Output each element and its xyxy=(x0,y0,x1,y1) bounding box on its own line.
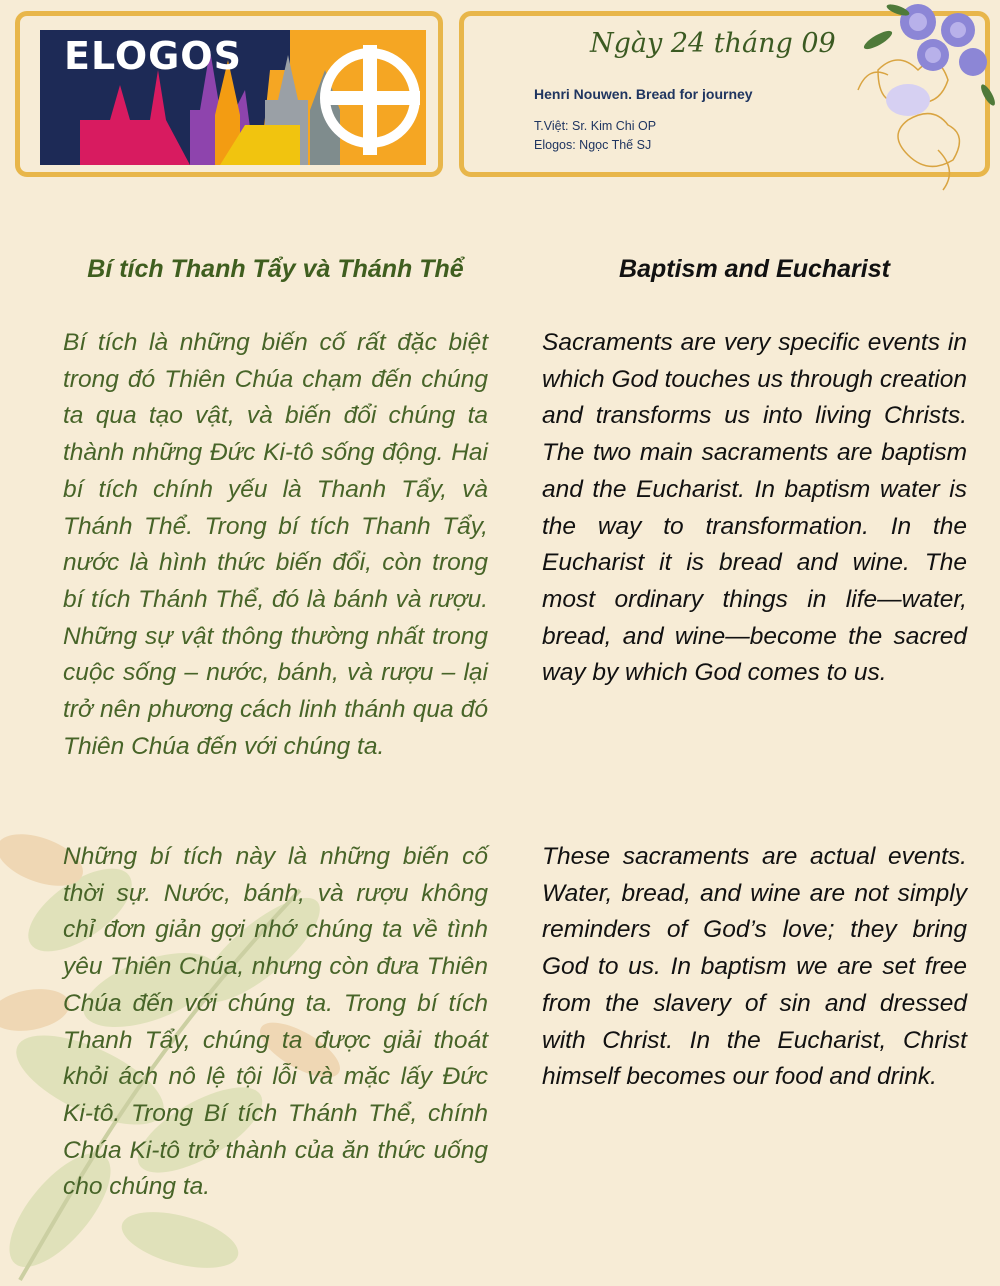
elogos-credit: Elogos: Ngọc Thế SJ xyxy=(534,138,652,152)
logo-text: ELOGOS xyxy=(64,34,242,78)
flower-decoration-icon xyxy=(838,0,1000,200)
vietnamese-paragraph-2: Những bí tích này là những biến cố thời sự. Nước, bánh, và rượu không chỉ đơn giản gợi nhớ chúng ta về tình yêu Thiên Chúa, nhưng còn đưa Thiên Chúa đến với chúng ta. Trong bí tích Thanh Tẩy, chúng ta được giải thoát khỏi ách nô lệ tội lỗi và mặc lấy Đức Ki-tô. Trong Bí tích Thánh Thể, chính Chúa Ki-tô trở thành của ăn thức uống cho chúng ta. xyxy=(63,843,488,1201)
vietnamese-paragraph-1: Bí tích là những biến cố rất đặc biệt trong đó Thiên Chúa chạm đến chúng ta qua tạo vật, và biến đổi chúng ta thành những Đức Ki-tô sống động. Hai bí tích chính yếu là Thanh Tẩy, và Thánh Thể. Trong bí tích Thanh Tẩy, nước là hình thức biến đổi, còn trong bí tích Thánh Thể, đó là bánh và rượu. Những sự vật thông thường nhất trong cuộc sống – nước, bánh, và rượu – lại trở nên phương cách linh thánh qua đó Thiên Chúa đến với chúng ta. xyxy=(63,329,488,760)
vietnamese-column xyxy=(63,255,488,1206)
translator-credit: T.Việt: Sr. Kim Chi OP xyxy=(534,119,657,133)
english-paragraph-1: Sacraments are very specific events in which God touches us through creation and transforms us into living Christs. The two main sacraments are baptism and the Eucharist. In baptism water is the way to transformation. In the Eucharist it is bread and wine. The most ordinary things in life—water, bread, and wine—become the sacred way by which God comes to us. xyxy=(542,329,967,687)
english-column xyxy=(542,255,967,1096)
english-title: Baptism and Eucharist xyxy=(619,255,890,283)
book-source: Henri Nouwen. Bread for journey xyxy=(534,86,753,102)
date-heading: Ngày 24 tháng 09 xyxy=(590,28,836,59)
english-paragraph-2: These sacraments are actual events. Water, bread, and wine are not simply reminders of God’s love; they bring God to us. In baptism we are set free from the slavery of sin and dressed with Christ. In the Eucharist, Christ himself becomes our food and drink. xyxy=(542,843,967,1091)
vietnamese-title: Bí tích Thanh Tẩy và Thánh Thể xyxy=(87,255,464,283)
elogos-logo xyxy=(40,30,426,165)
logo-frame xyxy=(15,11,443,177)
